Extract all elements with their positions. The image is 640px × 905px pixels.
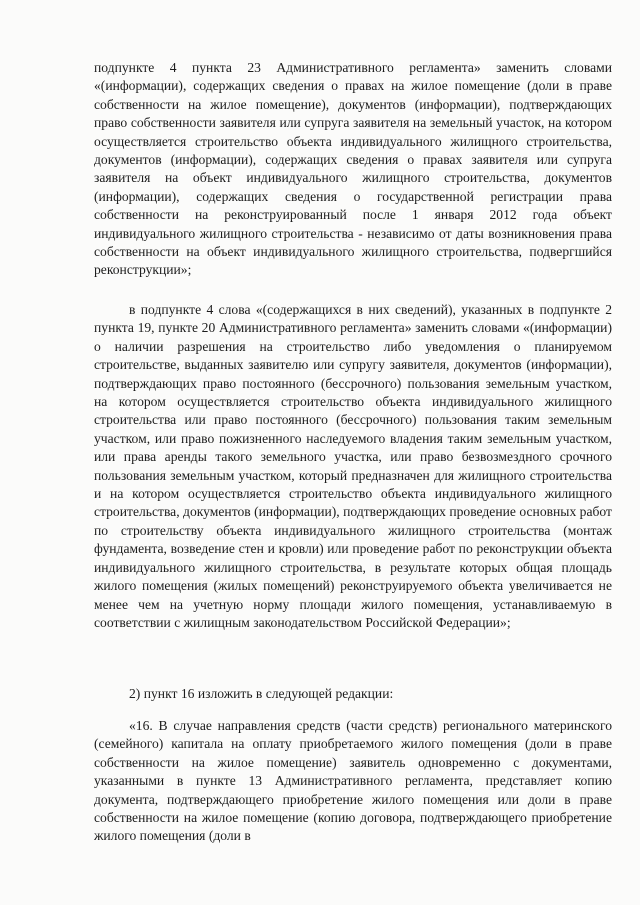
- paragraph-text: «16. В случае направления средств (части средств) регионального материнского (семейного) капитала на оплату приобретаемого жилого помещения (доли в праве собственности на жилое помещение) заявитель одновременно с документами, указанными в пункте 13 Административного регламента, представляет копию документа, подтверждающего приобретение жилого помещения или доли в праве собственности на жилое помещение (копию договора, подтверждающего приобретение жилого помещения (доли в: [94, 718, 612, 844]
- paragraph-point-2: [94, 685, 612, 703]
- paragraph-continuation: [94, 59, 612, 280]
- paragraph-text: в подпункте 4 слова «(содержащихся в них сведений), указанных в подпункте 2 пункта 19, пункте 20 Административного регламента» заменить словами «(информации) о наличии разрешения на строительство либо уведомления о планируемом строительстве, выданных заявителю или супругу заявителя, документов (информации), подтверждающих право постоянного (бессрочного) пользования земельным участком, на котором осуществляется строительство объекта индивидуального жилищного строительства или право постоянного (бессрочного) пользования таким земельным участком, или право пожизненного наследуемого владения таким земельным участком, или права аренды такого земельного участка, или право безвозмездного срочного пользования земельным участком, который предназначен для жилищного строительства и на котором осуществляется строительство объекта индивидуального жилищного строительства, документов (информации), подтверждающих проведение основных работ по строительству объекта индивидуального жилищного строительства (монтаж фундамента, возведение стен и кровли) или проведение работ по реконструкции объекта индивидуального жилищного строительства, в результате которых общая площадь жилого помещения (жилых помещений) реконструируемого объекта увеличивается не менее чем на учетную норму площади жилого помещения, устанавливаемую в соответствии с жилищным законодательством Российской Федерации»;: [94, 302, 612, 630]
- paragraph-point-16: [94, 717, 612, 846]
- paragraph-text: 2) пункт 16 изложить в следующей редакции:: [129, 686, 394, 701]
- paragraph-subpoint-4: [94, 301, 612, 632]
- paragraph-text: подпункте 4 пункта 23 Административного регламента» заменить словами «(информации), содержащих сведения о правах на жилое помещение (доли в праве собственности на жилое помещение), документов (информации), подтверждающих право собственности заявителя или супруга заявителя на земельный участок, на котором осуществляется строительство объекта индивидуального жилищного строительства, документов (информации), содержащих сведения о правах заявителя или супруга заявителя на объект индивидуального жилищного строительства, документов (информации), содержащих сведения о государственной регистрации права собственности на реконструированный после 1 января 2012 года объект индивидуального жилищного строительства - независимо от даты возникновения права собственности на объект индивидуального жилищного строительства, подвергшийся реконструкции»;: [94, 60, 612, 278]
